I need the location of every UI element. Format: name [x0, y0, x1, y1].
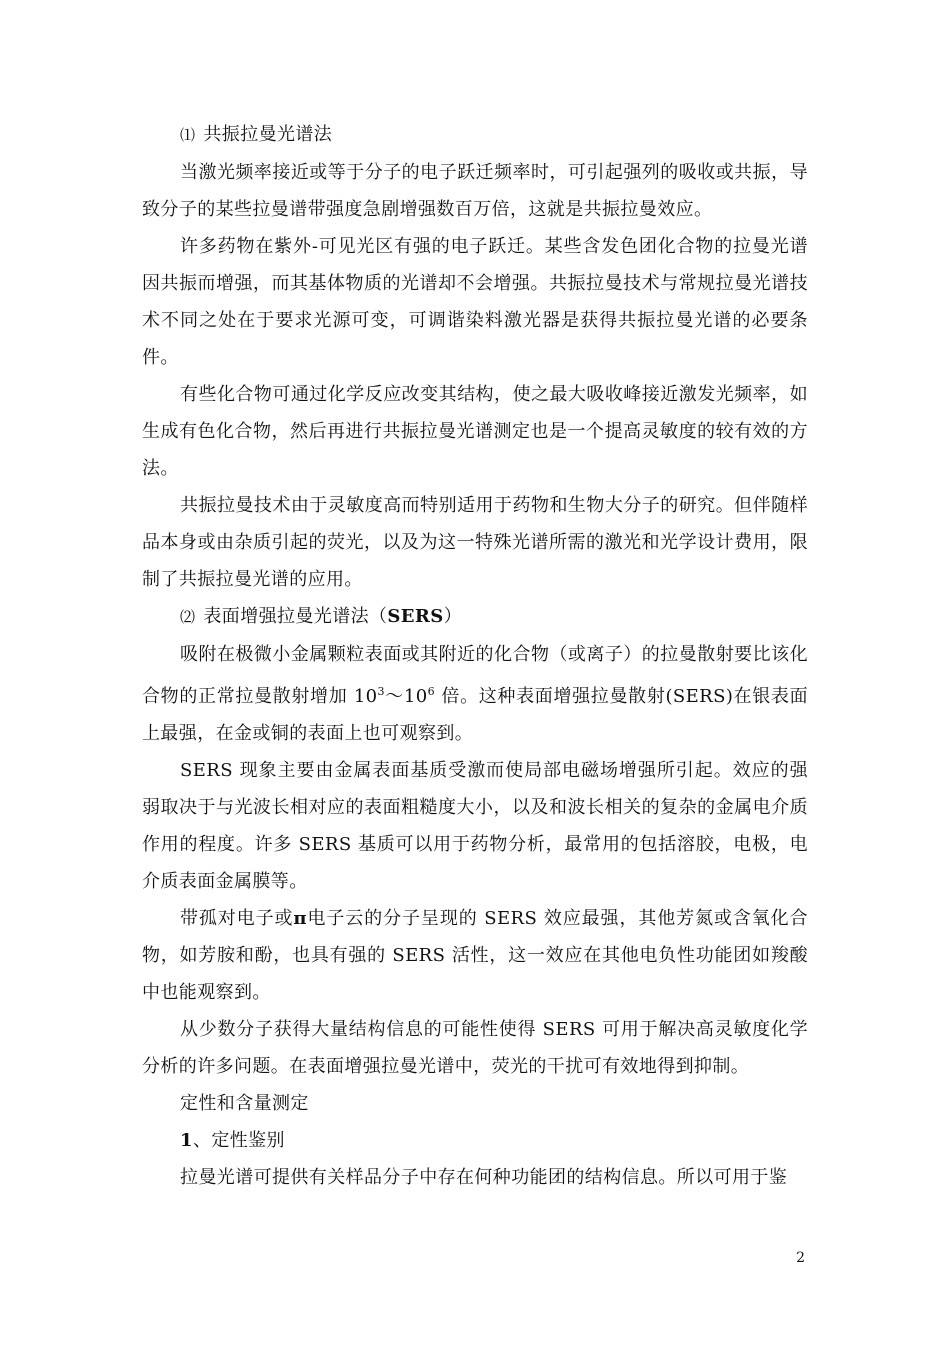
paragraph-8: 从少数分子获得大量结构信息的可能性使得 SERS 可用于解决高灵敏度化学分析的许多问题。在表面增强拉曼光谱中，荧光的干扰可有效地得到抑制。 [142, 1019, 808, 1077]
p5-exponent-2: 6 [427, 685, 436, 698]
heading-qualitative-quantitative: 定性和含量测定 [180, 1093, 309, 1114]
p5-exponent-1: 3 [377, 685, 385, 698]
page-number: 2 [796, 1250, 805, 1266]
paragraph-9: 拉曼光谱可提供有关样品分子中存在何种功能团的结构信息。所以可用于鉴 [180, 1167, 788, 1188]
p5-base-1: 10 [353, 686, 378, 707]
heading-number: ⑴ [180, 126, 196, 144]
p5-base-2: 10 [403, 686, 428, 707]
heading-text: 表面增强拉曼光谱法（ [203, 606, 388, 627]
paragraph-4: 共振拉曼技术由于灵敏度高而特别适用于药物和生物大分子的研究。但伴随样品本身或由杂质引起的荧光，以及为这一特殊光谱所需的激光和光学设计费用，限制了共振拉曼光谱的应用。 [142, 495, 808, 590]
heading-sers [142, 598, 808, 636]
p7-text-2: 电子云的分子呈现的 SERS 效应最强，其他芳氮或含氧化合物，如芳胺和酚，也具有强的 SERS 活性，这一效应在其他电负性功能团如羧酸中也能观察到。 [142, 908, 808, 1003]
paragraph-1: 当激光频率接近或等于分子的电子跃迁频率时，可引起强列的吸收或共振，导致分子的某些拉曼谱带强度急剧增强数百万倍，这就是共振拉曼效应。 [142, 162, 808, 220]
document-body [142, 116, 808, 1196]
heading-number: ⑵ [180, 608, 196, 626]
heading-resonance-raman [142, 116, 808, 154]
heading-text: 、定性鉴别 [192, 1130, 285, 1151]
p5-text-2: 倍。这种表面增强拉曼散射(SERS)在银表面上最强，在金或铜的表面上也可观察到。 [142, 686, 808, 744]
paragraph-2: 许多药物在紫外-可见光区有强的电子跃迁。某些含发色团化合物的拉曼光谱因共振而增强，而其基体物质的光谱却不会增强。共振拉曼技术与常规拉曼光谱技术不同之处在于要求光源可变，可调谐染料激光器是获得共振拉曼光谱的必要条件。 [142, 236, 808, 368]
heading-text: 共振拉曼光谱法 [203, 124, 333, 145]
paragraph-7 [142, 900, 808, 1011]
p5-text-1: 吸附在极微小金属颗粒表面或其附近的化合物（或离子）的拉曼散射要比该化合物的正常拉曼散射增加 [142, 644, 808, 707]
paragraph-3: 有些化合物可通过化学反应改变其结构，使之最大吸收峰接近激发光频率，如生成有色化合物，然后再进行共振拉曼光谱测定也是一个提高灵敏度的较有效的方法。 [142, 384, 808, 479]
p7-text-1: 带孤对电子或 [180, 908, 294, 929]
heading-number: 1 [180, 1130, 193, 1151]
heading-close: ） [443, 606, 463, 627]
p7-pi-symbol: π [293, 908, 307, 929]
heading-identification [142, 1122, 808, 1159]
paragraph-6: SERS 现象主要由金属表面基质受激而使局部电磁场增强所引起。效应的强弱取决于与光波长相对应的表面粗糙度大小，以及和波长相关的复杂的金属电介质作用的程度。许多 SERS 基质可以用于药物分析，最常用的包括溶胶，电极，电介质表面金属膜等。 [142, 760, 808, 892]
heading-bold-sers: SERS [387, 606, 444, 627]
paragraph-5 [142, 636, 808, 752]
p5-tilde: ～ [384, 686, 404, 707]
